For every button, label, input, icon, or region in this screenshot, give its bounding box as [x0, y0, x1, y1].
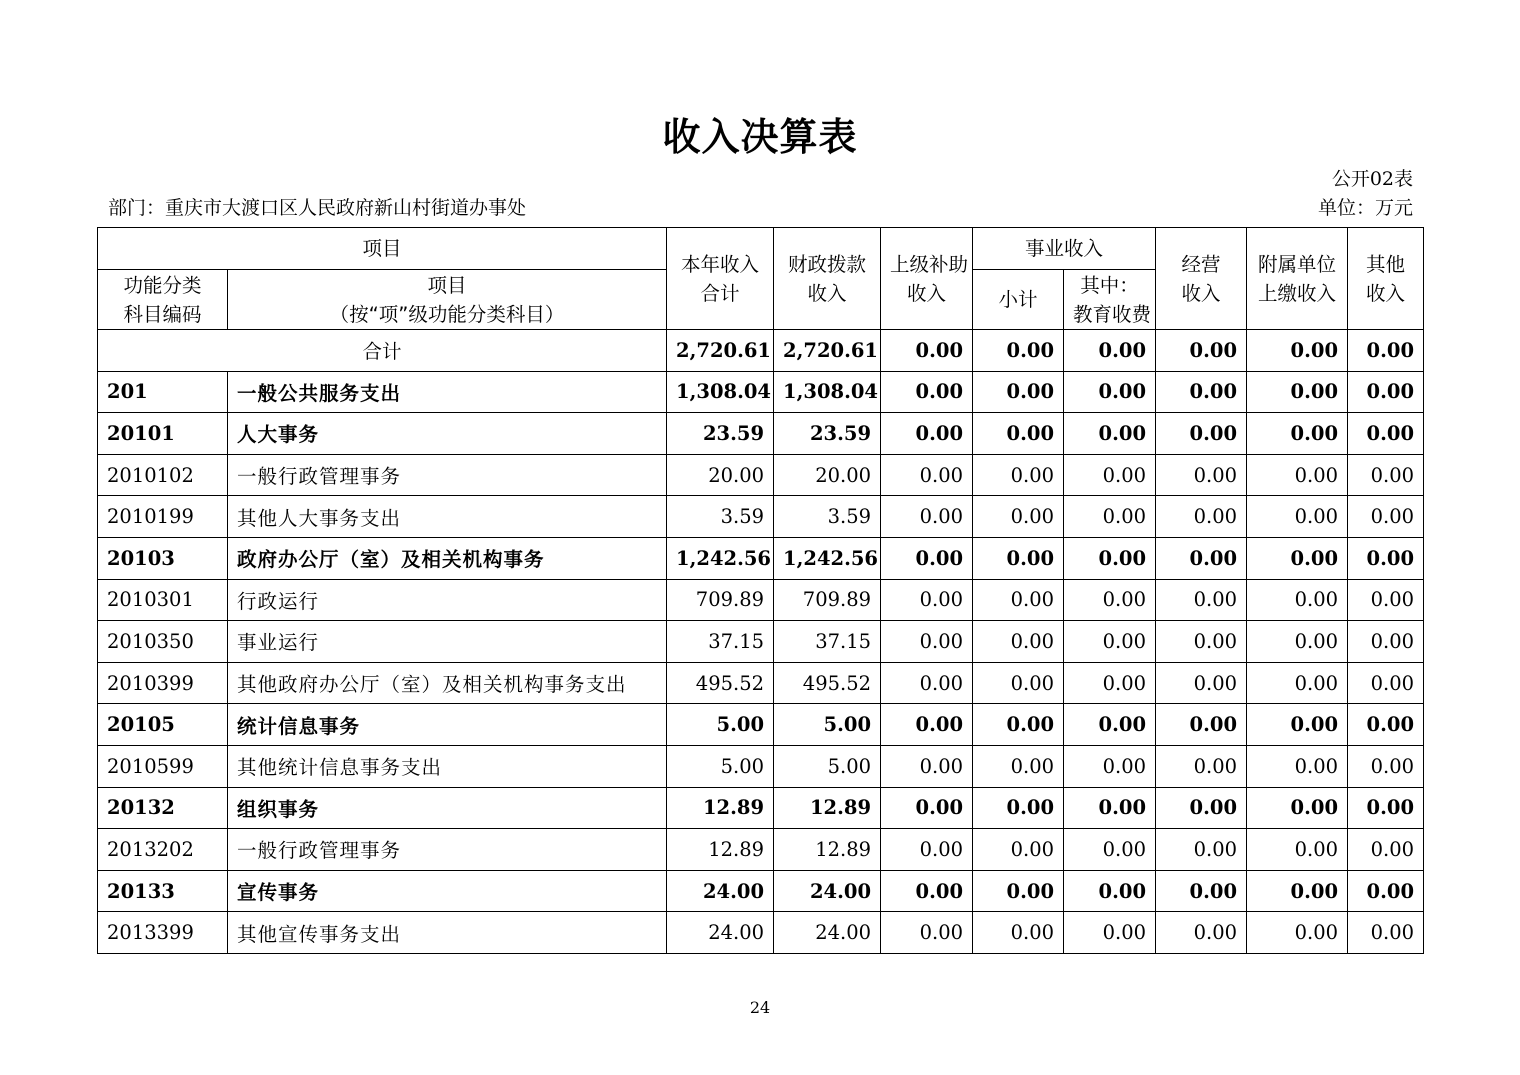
table-row [98, 912, 1424, 954]
function-code-cell: 2010102 [98, 454, 228, 496]
header-project: 项目 [98, 228, 667, 270]
amount-cell: 0.00 [1064, 704, 1156, 746]
function-name-cell: 一般公共服务支出 [228, 371, 667, 413]
function-code-cell: 20103 [98, 537, 228, 579]
function-code-cell: 20132 [98, 787, 228, 829]
amount-cell: 0.00 [973, 870, 1064, 912]
total-value: 0.00 [1156, 330, 1247, 372]
function-name-cell: 人大事务 [228, 413, 667, 455]
amount-cell: 709.89 [667, 579, 774, 621]
function-name-cell: 一般行政管理事务 [228, 454, 667, 496]
amount-cell: 37.15 [774, 621, 881, 663]
total-value: 0.00 [1348, 330, 1424, 372]
amount-cell: 5.00 [774, 745, 881, 787]
amount-cell: 0.00 [973, 912, 1064, 954]
amount-cell: 24.00 [774, 912, 881, 954]
table-row [98, 745, 1424, 787]
function-code-cell: 2010199 [98, 496, 228, 538]
amount-cell: 0.00 [881, 621, 973, 663]
amount-cell: 0.00 [1064, 745, 1156, 787]
amount-cell: 0.00 [881, 870, 973, 912]
header-affiliated-income: 附属单位 上缴收入 [1247, 228, 1348, 330]
header-total-income: 本年收入 合计 [667, 228, 774, 330]
amount-cell: 0.00 [1156, 704, 1247, 746]
amount-cell: 0.00 [1247, 621, 1348, 663]
total-value: 2,720.61 [667, 330, 774, 372]
amount-cell: 3.59 [774, 496, 881, 538]
function-code-cell: 2010350 [98, 621, 228, 663]
amount-cell: 1,242.56 [667, 537, 774, 579]
amount-cell: 5.00 [774, 704, 881, 746]
amount-cell: 0.00 [1348, 745, 1424, 787]
function-name-cell: 一般行政管理事务 [228, 829, 667, 871]
amount-cell: 709.89 [774, 579, 881, 621]
amount-cell: 0.00 [1064, 371, 1156, 413]
function-name-cell: 统计信息事务 [228, 704, 667, 746]
amount-cell: 0.00 [1348, 454, 1424, 496]
amount-cell: 0.00 [881, 496, 973, 538]
amount-cell: 0.00 [1156, 413, 1247, 455]
function-code-cell: 2010301 [98, 579, 228, 621]
amount-cell: 5.00 [667, 745, 774, 787]
function-name-cell: 组织事务 [228, 787, 667, 829]
amount-cell: 24.00 [774, 870, 881, 912]
function-code-cell: 2013202 [98, 829, 228, 871]
amount-cell: 0.00 [1348, 371, 1424, 413]
amount-cell: 0.00 [1247, 870, 1348, 912]
header-function-code: 功能分类 科目编码 [98, 270, 228, 330]
table-row [98, 787, 1424, 829]
amount-cell: 0.00 [1064, 662, 1156, 704]
amount-cell: 0.00 [1247, 704, 1348, 746]
amount-cell: 0.00 [1348, 496, 1424, 538]
function-code-cell: 2010599 [98, 745, 228, 787]
function-name-cell: 其他统计信息事务支出 [228, 745, 667, 787]
amount-cell: 0.00 [1064, 579, 1156, 621]
header-education-fees: 其中： 教育收费 [1064, 270, 1156, 330]
amount-cell: 0.00 [1348, 787, 1424, 829]
amount-cell: 0.00 [881, 454, 973, 496]
amount-cell: 0.00 [1348, 704, 1424, 746]
amount-cell: 0.00 [1156, 662, 1247, 704]
income-table [97, 227, 1424, 954]
function-name-cell: 其他人大事务支出 [228, 496, 667, 538]
department-label: 部门：重庆市大渡口区人民政府新山村街道办事处 [108, 197, 527, 219]
amount-cell: 0.00 [1247, 413, 1348, 455]
total-value: 2,720.61 [774, 330, 881, 372]
amount-cell: 0.00 [1156, 496, 1247, 538]
amount-cell: 0.00 [1348, 662, 1424, 704]
amount-cell: 0.00 [1156, 371, 1247, 413]
amount-cell: 0.00 [1156, 579, 1247, 621]
form-number: 公开02表 [1331, 168, 1413, 190]
amount-cell: 0.00 [1348, 413, 1424, 455]
amount-cell: 20.00 [774, 454, 881, 496]
table-row [98, 621, 1424, 663]
function-name-cell: 政府办公厅（室）及相关机构事务 [228, 537, 667, 579]
amount-cell: 23.59 [667, 413, 774, 455]
total-value: 0.00 [1247, 330, 1348, 372]
header-operating-income: 经营 收入 [1156, 228, 1247, 330]
function-name-cell: 行政运行 [228, 579, 667, 621]
amount-cell: 0.00 [973, 537, 1064, 579]
amount-cell: 0.00 [1156, 454, 1247, 496]
total-value: 0.00 [973, 330, 1064, 372]
amount-cell: 0.00 [1247, 579, 1348, 621]
table-row [98, 870, 1424, 912]
amount-cell: 0.00 [1064, 829, 1156, 871]
amount-cell: 12.89 [667, 787, 774, 829]
table-row [98, 579, 1424, 621]
amount-cell: 12.89 [774, 787, 881, 829]
amount-cell: 12.89 [774, 829, 881, 871]
amount-cell: 5.00 [667, 704, 774, 746]
amount-cell: 0.00 [973, 413, 1064, 455]
amount-cell: 0.00 [1156, 870, 1247, 912]
amount-cell: 0.00 [1156, 912, 1247, 954]
amount-cell: 0.00 [881, 787, 973, 829]
amount-cell: 0.00 [881, 912, 973, 954]
amount-cell: 0.00 [1064, 787, 1156, 829]
amount-cell: 0.00 [1348, 579, 1424, 621]
amount-cell: 0.00 [973, 704, 1064, 746]
amount-cell: 0.00 [1247, 537, 1348, 579]
amount-cell: 20.00 [667, 454, 774, 496]
table-row [98, 454, 1424, 496]
amount-cell: 0.00 [1064, 912, 1156, 954]
amount-cell: 0.00 [973, 621, 1064, 663]
page-number: 24 [749, 998, 771, 1017]
amount-cell: 0.00 [881, 704, 973, 746]
amount-cell: 1,308.04 [774, 371, 881, 413]
header-function-name: 项目 （按“项”级功能分类科目） [228, 270, 667, 330]
amount-cell: 0.00 [881, 537, 973, 579]
table-row [98, 496, 1424, 538]
table-row [98, 829, 1424, 871]
amount-cell: 0.00 [1247, 371, 1348, 413]
table-row [98, 662, 1424, 704]
amount-cell: 0.00 [1064, 454, 1156, 496]
amount-cell: 495.52 [667, 662, 774, 704]
amount-cell: 0.00 [973, 371, 1064, 413]
amount-cell: 0.00 [973, 787, 1064, 829]
amount-cell: 0.00 [1156, 621, 1247, 663]
amount-cell: 3.59 [667, 496, 774, 538]
total-row [98, 330, 1424, 372]
function-code-cell: 20105 [98, 704, 228, 746]
amount-cell: 0.00 [1064, 537, 1156, 579]
header-fiscal-allocation: 财政拨款 收入 [774, 228, 881, 330]
amount-cell: 0.00 [1064, 413, 1156, 455]
amount-cell: 0.00 [1247, 454, 1348, 496]
amount-cell: 24.00 [667, 912, 774, 954]
amount-cell: 24.00 [667, 870, 774, 912]
function-name-cell: 事业运行 [228, 621, 667, 663]
table-row [98, 413, 1424, 455]
amount-cell: 0.00 [1156, 787, 1247, 829]
amount-cell: 0.00 [881, 829, 973, 871]
amount-cell: 0.00 [1247, 912, 1348, 954]
header-superior-subsidy: 上级补助 收入 [881, 228, 973, 330]
amount-cell: 0.00 [881, 745, 973, 787]
amount-cell: 0.00 [1348, 912, 1424, 954]
table-row [98, 704, 1424, 746]
amount-cell: 0.00 [1247, 496, 1348, 538]
amount-cell: 0.00 [881, 579, 973, 621]
amount-cell: 0.00 [1247, 787, 1348, 829]
amount-cell: 23.59 [774, 413, 881, 455]
header-other-income: 其他 收入 [1348, 228, 1424, 330]
total-value: 0.00 [881, 330, 973, 372]
header-business-income: 事业收入 [973, 228, 1156, 270]
amount-cell: 0.00 [1348, 829, 1424, 871]
function-name-cell: 宣传事务 [228, 870, 667, 912]
amount-cell: 0.00 [973, 829, 1064, 871]
amount-cell: 0.00 [1247, 745, 1348, 787]
amount-cell: 0.00 [1156, 537, 1247, 579]
amount-cell: 0.00 [1247, 662, 1348, 704]
amount-cell: 0.00 [1064, 870, 1156, 912]
amount-cell: 0.00 [973, 662, 1064, 704]
function-code-cell: 20133 [98, 870, 228, 912]
amount-cell: 0.00 [973, 579, 1064, 621]
amount-cell: 0.00 [973, 496, 1064, 538]
amount-cell: 0.00 [881, 662, 973, 704]
amount-cell: 0.00 [1156, 829, 1247, 871]
table-row [98, 371, 1424, 413]
amount-cell: 1,242.56 [774, 537, 881, 579]
header-business-subtotal: 小计 [973, 270, 1064, 330]
function-name-cell: 其他宣传事务支出 [228, 912, 667, 954]
amount-cell: 12.89 [667, 829, 774, 871]
amount-cell: 0.00 [1156, 745, 1247, 787]
unit-label: 单位：万元 [1317, 197, 1413, 219]
table-row [98, 537, 1424, 579]
page-title: 收入决算表 [662, 115, 858, 159]
amount-cell: 0.00 [1348, 537, 1424, 579]
amount-cell: 0.00 [1064, 621, 1156, 663]
function-code-cell: 2010399 [98, 662, 228, 704]
amount-cell: 37.15 [667, 621, 774, 663]
amount-cell: 0.00 [881, 413, 973, 455]
amount-cell: 0.00 [1064, 496, 1156, 538]
amount-cell: 0.00 [1348, 870, 1424, 912]
amount-cell: 0.00 [973, 745, 1064, 787]
amount-cell: 0.00 [973, 454, 1064, 496]
total-label: 合计 [98, 330, 667, 372]
amount-cell: 0.00 [1348, 621, 1424, 663]
amount-cell: 0.00 [1247, 829, 1348, 871]
function-code-cell: 201 [98, 371, 228, 413]
amount-cell: 0.00 [881, 371, 973, 413]
total-value: 0.00 [1064, 330, 1156, 372]
function-code-cell: 2013399 [98, 912, 228, 954]
amount-cell: 1,308.04 [667, 371, 774, 413]
amount-cell: 495.52 [774, 662, 881, 704]
function-code-cell: 20101 [98, 413, 228, 455]
function-name-cell: 其他政府办公厅（室）及相关机构事务支出 [228, 662, 667, 704]
